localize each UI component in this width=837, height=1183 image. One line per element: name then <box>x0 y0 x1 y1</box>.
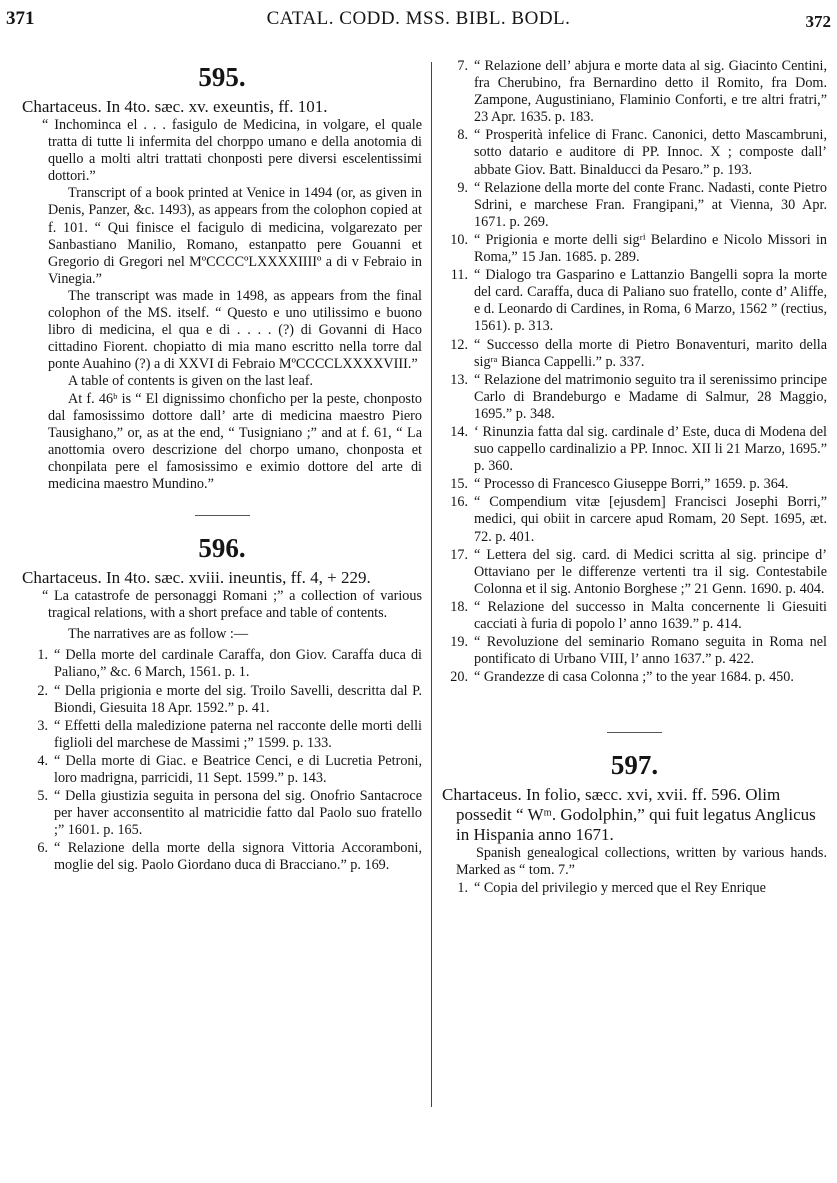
item-text: “ Relazione dell’ abjura e morte data al sig. Giacinto Centini, fra Cherubino, fra Bernardino detto il Romito, fra Dom. Zampone, Augustiniano, Flaminio Conforti, e tre altri fratri,” 23 Apr. 1635. p. 183. <box>474 58 827 126</box>
item-text: “ Prosperità infelice di Franc. Canonici, detto Mascambruni, sotto datario e auditore di PP. Innoc. X ; composte dall’ abbate Giov. Batt. Binalducci da Pesaro.” p. 193. <box>474 127 827 178</box>
item-text: “ Successo della morte di Pietro Bonaventuri, marito della sigʳᵃ Bianca Cappelli.” p. 337. <box>474 336 827 370</box>
column-divider <box>431 62 432 1107</box>
list-item <box>442 372 827 423</box>
item-number: 1. <box>37 647 48 664</box>
list-item <box>442 547 827 598</box>
item-text: “ Effetti della maledizione paterna nel racconte delle morti delli figlioli del marchese de Massimi ;” 1599. p. 133. <box>54 717 422 751</box>
item-number: 1. <box>457 879 468 896</box>
item-number: 8. <box>457 127 468 144</box>
item-text: “ Relazione della morte del conte Franc. Nadasti, conte Pietro Sdrini, e marchese Fran. Frangipani,” at Vienna, 30 Apr. 1671. p. 269. <box>474 179 827 230</box>
item-text: “ Relazione del matrimonio seguito tra il serenissimo principe Carlo di Brandeburgo e Madame di Salmur, 28 Maggio, 1695.” p. 348. <box>474 371 827 422</box>
item-number: 19. <box>450 634 468 651</box>
list-item <box>22 683 422 717</box>
entry-paragraph: Transcript of a book printed at Venice in 1494 (or, as given in Denis, Panzer, &c. 1493), as appears from the colophon copied at f. 101. “ Qui finisce el facigulo di medicina, volgarezato per Sanbastiano Manilio, Romano, estanpatto pere Gouanni et Gregorio di Gregori nel MºCCCCºLXXXXIIIIº a di v Febraio in Vinegia.” <box>48 185 422 287</box>
item-text: “ Revoluzione del seminario Romano seguita in Roma nel pontificato di Urbano VIII, l’ anno 1637.” p. 422. <box>474 634 827 668</box>
right-column <box>442 58 827 898</box>
entry-paragraph: The narratives are as follow :— <box>68 626 249 643</box>
entry-paragraph: “ Inchominca el . . . fasigulo de Medicina, in volgare, el quale tratta di tutte li infermita del chorppo umano e della anotomia di quello a molti altri trattati chonposti pere diversi escelentissimi dottori.” <box>42 117 422 185</box>
item-text: “ Copia del privilegio y merced que el Rey Enrique <box>474 879 766 896</box>
item-number: 4. <box>37 752 48 769</box>
list-item <box>22 840 422 874</box>
item-text: “ Della prigionia e morte del sig. Troilo Savelli, descritta dal P. Biondi, Giesuita 18 Apr. 1592.” p. 41. <box>54 682 422 716</box>
item-number: 7. <box>457 58 468 74</box>
list-item <box>22 753 422 787</box>
entry-description-596: Chartaceus. In 4to. sæc. xviii. ineuntis, ff. 4, + 229. <box>22 568 371 588</box>
list-item <box>442 267 827 335</box>
item-text: ‘ Rinunzia fatta dal sig. cardinale d’ Este, duca di Modena del suo cappello cardinalizio a PP. Innoc. XII li 21 Marzo, 1695.” p. 360. <box>474 423 827 475</box>
item-number: 5. <box>37 788 48 805</box>
list-item <box>442 599 827 633</box>
running-title: CATAL. CODD. MSS. BIBL. BODL. <box>266 8 571 29</box>
list-item <box>442 337 827 371</box>
item-text: “ Della giustizia seguita in persona del sig. Onofrio Santacroce per haver acconsentito al matricidie fatto dal Paolo suo fratello ;” 1601. p. 165. <box>54 788 422 839</box>
entry-paragraph: Spanish genealogical collections, written by various hands. Marked as “ tom. 7.” <box>456 845 827 879</box>
item-text: “ Grandezze di casa Colonna ;” to the year 1684. p. 450. <box>474 669 794 686</box>
item-number: 11. <box>450 267 468 284</box>
list-item <box>442 494 827 545</box>
item-number: 12. <box>450 336 468 353</box>
entry-paragraph: A table of contents is given on the last leaf. <box>68 373 314 390</box>
list-item <box>22 647 422 681</box>
list-item <box>442 424 827 475</box>
list-item <box>442 669 827 686</box>
list-item <box>442 232 827 266</box>
list-item <box>442 634 827 668</box>
list-item <box>442 58 827 126</box>
item-text: “ Lettera del sig. card. di Medici scritta al sig. principe d’ Ottaviano per le differenze vertenti tra il sig. Contestabile Colonna et il sig. Antonio Borghese ;” 21 Genn. 1690. p. 404. <box>474 546 827 597</box>
list-item <box>442 880 827 897</box>
item-text: “ Compendium vitæ [ejusdem] Francisci Josephi Borri,” medici, qui obiit in carcere apud Romam, 20 Sept. 1695, æt. 72. p. 401. <box>474 494 827 545</box>
entry-paragraph: “ La catastrofe de personaggi Romani ;” a collection of various tragical relations, with a short preface and table of contents. <box>42 588 422 622</box>
entry-separator <box>607 732 662 733</box>
left-column <box>22 55 422 876</box>
list-item <box>442 180 827 231</box>
list-item <box>442 476 827 493</box>
item-text: “ Prigionia e morte delli sigʳⁱ Belardino e Nicolo Missori in Roma,” 15 Jan. 1685. p. 289. <box>474 231 827 266</box>
entry-number-597: 597. <box>610 750 659 781</box>
item-number: 17. <box>450 546 468 563</box>
item-number: 9. <box>457 179 468 196</box>
item-number: 16. <box>450 494 468 511</box>
entry-paragraph: The transcript was made in 1498, as appears from the final colophon of the MS. itself. “ Questo e uno utilissimo e buono libro di medicina, el qua e di . . . . (?) di Govanni di Haco cittadino Fiorent. chopiatto di mia mano escritto nella torre dal ponte Auahino (?) a di XXVI di Febraio MºCCCCLXXXXVIII.” <box>48 287 422 373</box>
item-text: “ Processo di Francesco Giuseppe Borri,” 1659. p. 364. <box>474 476 789 493</box>
list-item <box>22 788 422 839</box>
item-text: “ Della morte di Giac. e Beatrice Cenci, e di Lucretia Petroni, loro madrigna, parricidi, 11 Sept. 1599.” p. 143. <box>54 752 422 786</box>
item-number: 6. <box>37 840 48 857</box>
item-number: 10. <box>450 231 468 248</box>
list-item <box>22 718 422 752</box>
item-text: “ Relazione della morte della signora Vittoria Accoramboni, moglie del sig. Paolo Giordano duca di Bracciano.” p. 169. <box>54 840 422 874</box>
item-text: “ Dialogo tra Gasparino e Lattanzio Bangelli sopra la morte del card. Caraffa, duca di Paliano suo fratello, conte d’ Aliffe, e d. Leonardo di Cardines, in Roma, 6 Marzo, 1562 ” (rectius, 1561). p. 313. <box>474 267 827 335</box>
item-number: 15. <box>450 476 468 493</box>
item-number: 20. <box>450 669 468 686</box>
page-number-right: 372 <box>805 12 831 31</box>
entry-number-595: 595. <box>198 62 246 92</box>
page-number-left: 371 <box>6 8 35 29</box>
item-number: 18. <box>450 598 468 615</box>
entry-description-595: Chartaceus. In 4to. sæc. xv. exeuntis, ff. 101. <box>22 97 328 116</box>
item-number: 2. <box>37 682 48 699</box>
entry-separator <box>195 515 250 516</box>
entry-number-596: 596. <box>198 533 246 564</box>
list-item <box>442 127 827 178</box>
item-number: 3. <box>37 717 48 734</box>
entry-paragraph: At f. 46ᵇ is “ El dignissimo chonficho per la peste, chonposto dal famosissimo dottore dall’ arte di medicina maestro Piero Tausighano,” or, as at the end, “ Tusigniano ;” and at f. 61, “ La anottomia overo descrizione del chorpo umano, chonposta et chonpilata pere el famosissimo e eximio dottore del arte di medicina maestro Mundino.” <box>48 390 422 492</box>
item-number: 14. <box>450 423 468 440</box>
item-text: “ Della morte del cardinale Caraffa, don Giov. Caraffa duca di Paliano,” &c. 6 March, 1561. p. 1. <box>54 647 422 681</box>
entry-description-597: Chartaceus. In folio, sæcc. xvi, xvii. ff. 596. Olim possedit “ Wᵐ. Godolphin,” qui fuit legatus Anglicus in Hispania anno 1671. <box>442 785 816 845</box>
item-number: 13. <box>450 371 468 388</box>
item-text: “ Relazione del successo in Malta concernente li Giesuiti cacciati à furia di popolo l’ anno 1639.” p. 414. <box>474 598 827 632</box>
